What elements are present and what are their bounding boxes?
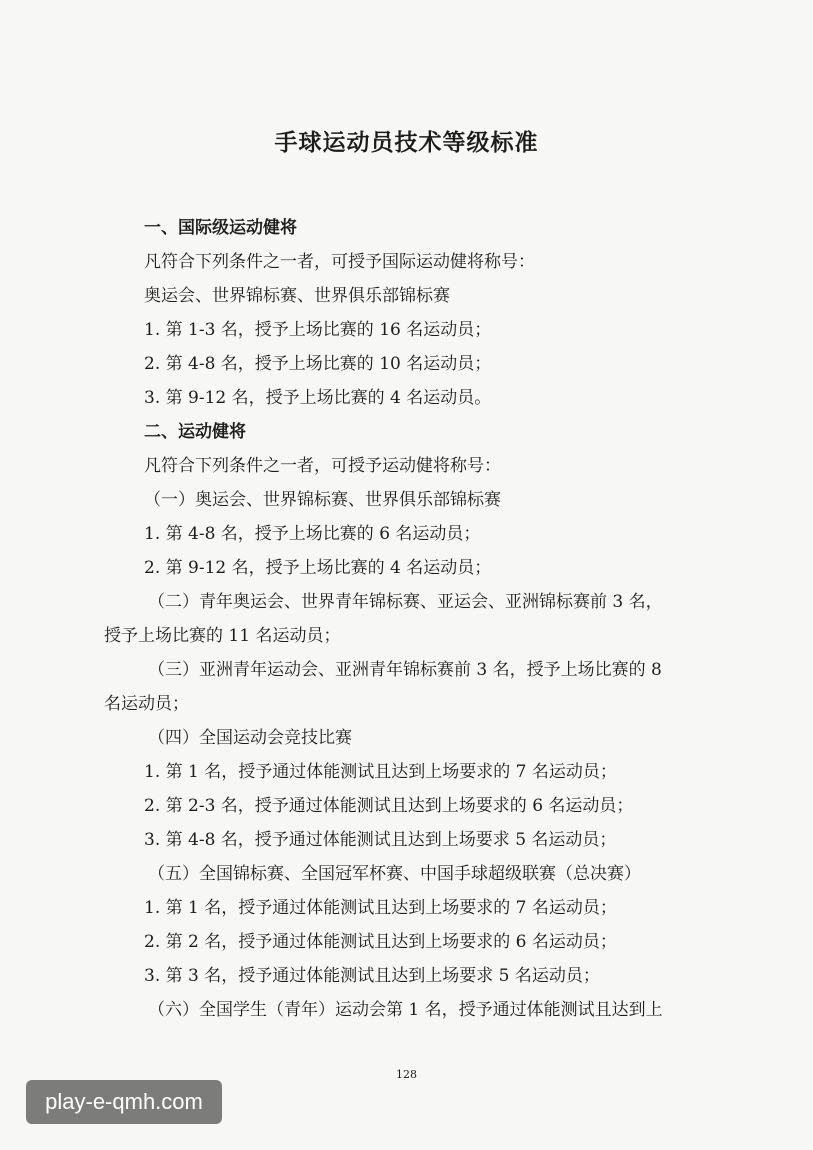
body-line: （六）全国学生（青年）运动会第 1 名，授予通过体能测试且达到上 [148, 1000, 663, 1020]
body-line: 凡符合下列条件之一者，可授予运动健将称号： [144, 456, 501, 476]
body-line: （三）亚洲青年运动会、亚洲青年锦标赛前 3 名，授予上场比赛的 8 [148, 660, 662, 680]
watermark-badge [26, 1080, 222, 1124]
body-line: 授予上场比赛的 11 名运动员； [104, 626, 341, 646]
body-line: 2. 第 2-3 名，授予通过体能测试且达到上场要求的 6 名运动员； [144, 796, 634, 816]
body-line: 凡符合下列条件之一者，可授予国际运动健将称号： [144, 252, 535, 272]
section-heading: 一、国际级运动健将 [144, 218, 297, 238]
document-body [104, 211, 714, 1027]
section-heading: 二、运动健将 [144, 422, 246, 442]
body-line: （一）奥运会、世界锦标赛、世界俱乐部锦标赛 [144, 490, 501, 510]
body-line: 3. 第 4-8 名，授予通过体能测试且达到上场要求 5 名运动员； [144, 830, 617, 850]
body-line: 3. 第 3 名，授予通过体能测试且达到上场要求 5 名运动员； [144, 966, 600, 986]
body-line: 奥运会、世界锦标赛、世界俱乐部锦标赛 [144, 286, 450, 306]
body-line: 2. 第 4-8 名，授予上场比赛的 10 名运动员； [144, 354, 492, 374]
watermark-text: play-e-qmh.com [45, 1089, 203, 1114]
body-line: 1. 第 1-3 名，授予上场比赛的 16 名运动员； [144, 320, 492, 340]
body-line: 名运动员； [104, 694, 189, 714]
body-line: 1. 第 1 名，授予通过体能测试且达到上场要求的 7 名运动员； [144, 898, 617, 918]
body-line: 2. 第 2 名，授予通过体能测试且达到上场要求的 6 名运动员； [144, 932, 617, 952]
body-line: （五）全国锦标赛、全国冠军杯赛、中国手球超级联赛（总决赛） [148, 864, 641, 884]
page-number: 128 [396, 1068, 417, 1081]
body-line: 3. 第 9-12 名，授予上场比赛的 4 名运动员。 [144, 388, 492, 408]
body-line: 2. 第 9-12 名，授予上场比赛的 4 名运动员； [144, 558, 492, 578]
body-line: 1. 第 1 名，授予通过体能测试且达到上场要求的 7 名运动员； [144, 762, 617, 782]
body-line: （二）青年奥运会、世界青年锦标赛、亚运会、亚洲锦标赛前 3 名， [148, 592, 663, 612]
document-title: 手球运动员技术等级标准 [274, 130, 539, 156]
body-line: 1. 第 4-8 名，授予上场比赛的 6 名运动员； [144, 524, 481, 544]
body-line: （四）全国运动会竞技比赛 [148, 728, 352, 748]
